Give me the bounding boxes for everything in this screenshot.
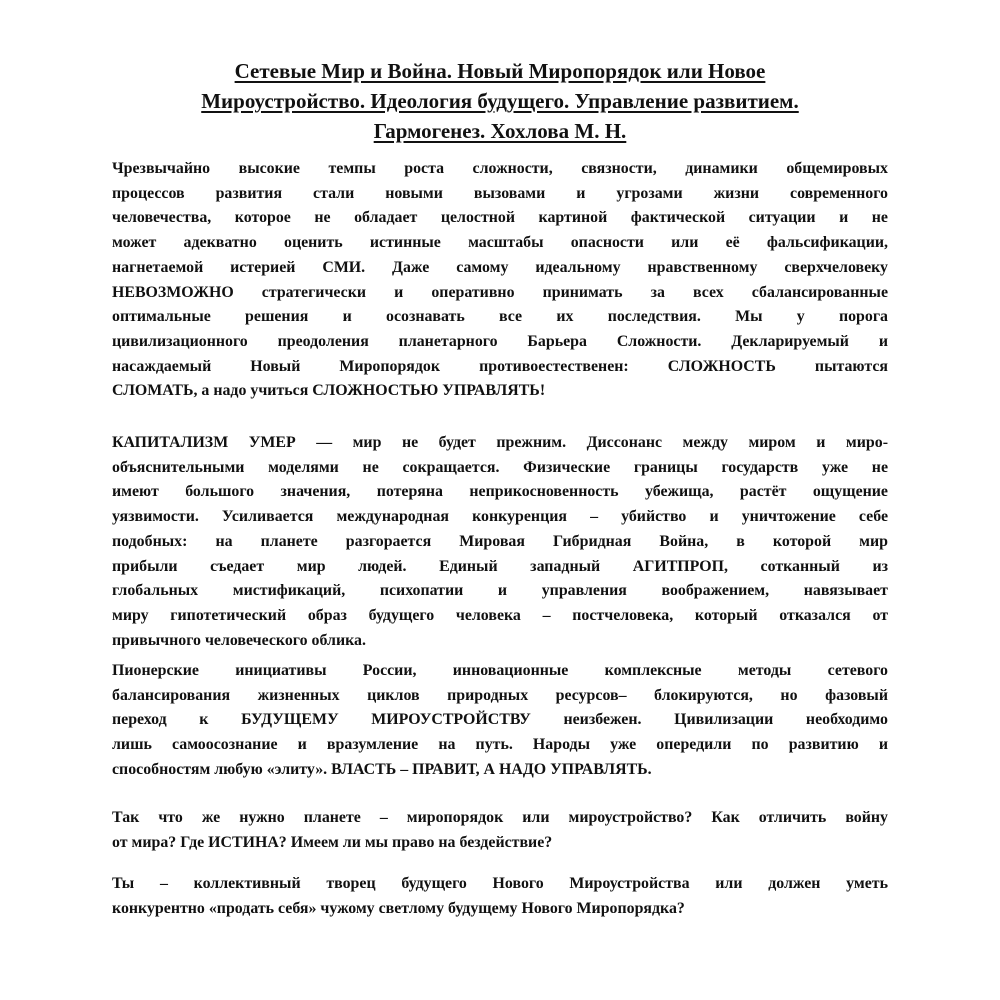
text-line: цивилизационного преодоления планетарного Барьера Сложности. Декларируемый и	[112, 332, 888, 350]
text-line: глобальных мистификаций, психопатии и управления воображением, навязывает	[112, 582, 888, 600]
text-line: миру гипотетический образ будущего человека – постчеловека, который отказался от	[112, 606, 888, 624]
text-line: может адекватно оценить истинные масштабы опасности или её фальсификации,	[112, 234, 888, 252]
text-line: способностям любую «элиту». ВЛАСТЬ – ПРАВИТ, А НАДО УПРАВЛЯТЬ.	[112, 760, 652, 778]
text-line: балансирования жизненных циклов природных ресурсов– блокируются, но фазовый	[112, 686, 888, 704]
text-line: Ты – коллективный творец будущего Нового Мироустройства или должен уметь	[112, 875, 888, 892]
text-line: привычного человеческого облика.	[112, 631, 366, 649]
text-line: оптимальные решения и осознавать все их последствия. Мы у порога	[112, 308, 888, 326]
text-line: Так что же нужно планете – миропорядок или мироустройство? Как отличить войну	[112, 809, 888, 826]
text-line: Пионерские инициативы России, инновационные комплексные методы сетевого	[112, 662, 888, 679]
text-line: процессов развития стали новыми вызовами и угрозами жизни современного	[112, 184, 888, 202]
text-line: НЕВОЗМОЖНО стратегически и оперативно принимать за всех сбалансированные	[112, 283, 888, 301]
document-title	[120, 56, 880, 146]
text-line: подобных: на планете разгорается Мировая Гибридная Война, в которой мир	[112, 532, 888, 550]
text-line: имеют большого значения, потеряна неприкосновенность убежища, растёт ощущение	[112, 483, 888, 501]
paragraph-4	[112, 806, 888, 855]
paragraph-1	[112, 157, 888, 404]
text-line: лишь самоосознание и вразумление на путь. Народы уже опередили по развитию и	[112, 736, 888, 754]
text-line: конкурентно «продать себя» чужому светлому будущему Нового Миропорядка?	[112, 899, 685, 917]
title-line: Мироустройство. Идеология будущего. Управление развитием.	[201, 89, 799, 113]
text-line: КАПИТАЛИЗМ УМЕР — мир не будет прежним. Диссонанс между миром и миро-	[112, 434, 888, 451]
text-line: переход к БУДУЩЕМУ МИРОУСТРОЙСТВУ неизбежен. Цивилизации необходимо	[112, 711, 888, 729]
paragraph-5	[112, 872, 888, 921]
text-line: уязвимости. Усиливается международная конкуренция – убийство и уничтожение себе	[112, 508, 888, 526]
title-line: Сетевые Мир и Война. Новый Миропорядок или Новое	[234, 59, 766, 83]
text-line: нагнетаемой истерией СМИ. Даже самому идеальному нравственному сверхчеловеку	[112, 258, 888, 276]
text-line: человечества, которое не обладает целостной картиной фактической ситуации и не	[112, 209, 888, 227]
text-line: СЛОМАТЬ, а надо учиться СЛОЖНОСТЬЮ УПРАВЛЯТЬ!	[112, 382, 546, 400]
text-line: насаждаемый Новый Миропорядок противоестественен: СЛОЖНОСТЬ пытаются	[112, 357, 888, 375]
paragraph-2	[112, 431, 888, 653]
title-line: Гармогенез. Хохлова М. Н.	[373, 119, 627, 143]
text-line: прибыли съедает мир людей. Единый западный АГИТПРОП, сотканный из	[112, 557, 888, 575]
text-line: объяснительными моделями не сокращается. Физические границы государств уже не	[112, 458, 888, 476]
paragraph-3	[112, 659, 888, 783]
text-line: Чрезвычайно высокие темпы роста сложности, связности, динамики общемировых	[112, 160, 888, 177]
text-line: от мира? Где ИСТИНА? Имеем ли мы право на бездействие?	[112, 833, 553, 851]
